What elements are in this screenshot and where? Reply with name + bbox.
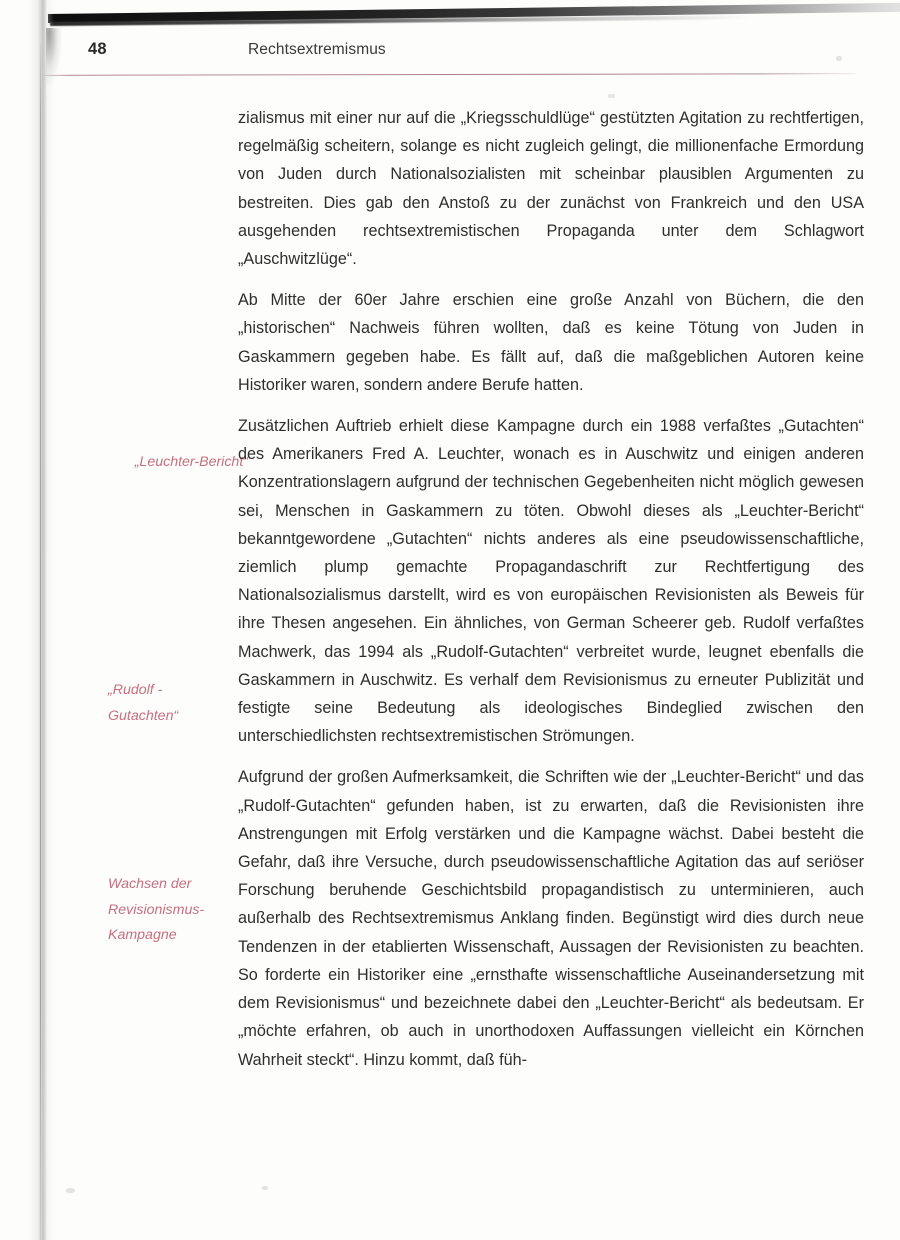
running-title: Rechtsextremismus [248,41,386,58]
paragraph: Aufgrund der großen Aufmerksamkeit, die Schriften wie der „Leuchter-Bericht“ und das „Rudolf-Gutachten“ gefunden haben, ist zu erwarten, daß die Revisionisten ihre Anstrengungen mit Erfolg verstärken und die Kampagne wächst. Dabei besteht die Gefahr, daß ihre Versuche, durch pseudowissenschaftliche Agitation das auf seriöser Forschung beruhende Geschichtsbild propagandistisch zu unterminieren, auch außerhalb des Rechtsextremismus Anklang finden. Begünstigt wird dies durch neue Tendenzen in der etablierten Wissenschaft, Aussagen der Revisionisten zu beachten. So forderte ein Historiker eine „ernsthafte wissenschaftliche Auseinandersetzung mit dem Revisionismus“ und bezeichnete dabei den „Leuchter-Bericht“ als bedeutsam. Er „möchte erfahren, ob auch in unorthodoxen Auffassungen vielleicht ein Körnchen Wahrheit steckt“. Hinzu kommt, daß füh- [238,768,864,1069]
scan-artifact-speck [608,94,615,98]
page-header [0,40,900,74]
paragraph: Zusätzlichen Auftrieb erhielt diese Kampagne durch ein 1988 verfaßtes „Gutachten“ des Amerikaners Fred A. Leuchter, wonach es in Auschwitz und einigen anderen Konzentrationslagern aufgrund der technischen Gegebenheiten nicht möglich gewesen sei, Menschen in Gaskammern zu töten. Obwohl dieses als „Leuchter-Bericht“ bekanntgewordene „Gutachten“ nichts anderes als eine pseudowissenschaftliche, ziemlich plump gemachte Propagandaschrift zur Rechtfertigung des Nationalsozialismus darstellt, wird es von europäischen Revisionisten als Beweis für ihre Thesen angesehen. Ein ähnliches, von German Scheerer geb. Rudolf verfaßtes Machwerk, das 1994 als „Rudolf-Gutachten“ verbreitet wurde, leugnet ebenfalls die Gaskammern in Auschwitz. Es verhalf dem Revisionismus zu erneuter Publizität und festigte seine Bedeutung als ideologisches Bindeglied zwischen den unterschiedlichsten rechtsextremistischen Strömungen. [238,417,864,746]
page-number: 48 [88,40,107,58]
margin-note-line: „Rudolf - [108,682,163,698]
paragraph: zialismus mit einer nur auf die „Kriegsschuldlüge“ gestützten Agitation zu rechtfertigen, regelmäßig scheitern, solange es nicht zugleich gelingt, die millionenfache Ermordung von Juden durch Nationalsozialisten mit scheinbar plausiblen Argumenten zu bestreiten. Dies gab den Anstoß zu der zunächst von Frankreich und den USA ausgehenden rechtsextremistischen Propaganda unter dem Schlagwort „Auschwitzlüge“. [238,109,864,269]
scan-artifact-speck [262,1186,268,1190]
margin-note-line: „Leuchter-Bericht“ [134,454,248,470]
scan-artifact-gutter-shadow [28,0,54,1240]
margin-note-line: Wachsen der [108,876,192,892]
body-text-column [238,104,864,1088]
margin-note-leuchter-bericht [78,450,248,476]
margin-note-line: Gutachten“ [108,707,179,724]
paragraph: Ab Mitte der 60er Jahre erschien eine große Anzahl von Büchern, die den „historischen“ Nachweis führen wollten, daß es keine Tötung von Juden in Gaskammern gegeben habe. Es fällt auf, daß die maßgeblichen Autoren keine Historiker waren, sondern andere Berufe hatten. [238,291,864,394]
scan-artifact-gutter-line [40,44,41,1240]
margin-note-rudolf-gutachten [108,678,258,729]
margin-note-line: Kampagne [108,927,177,943]
margin-note-line: Revisionismus- [108,901,205,918]
margin-note-wachsen-der-revisionismus-kampagne [108,872,258,949]
scan-artifact-speck [66,1188,75,1193]
